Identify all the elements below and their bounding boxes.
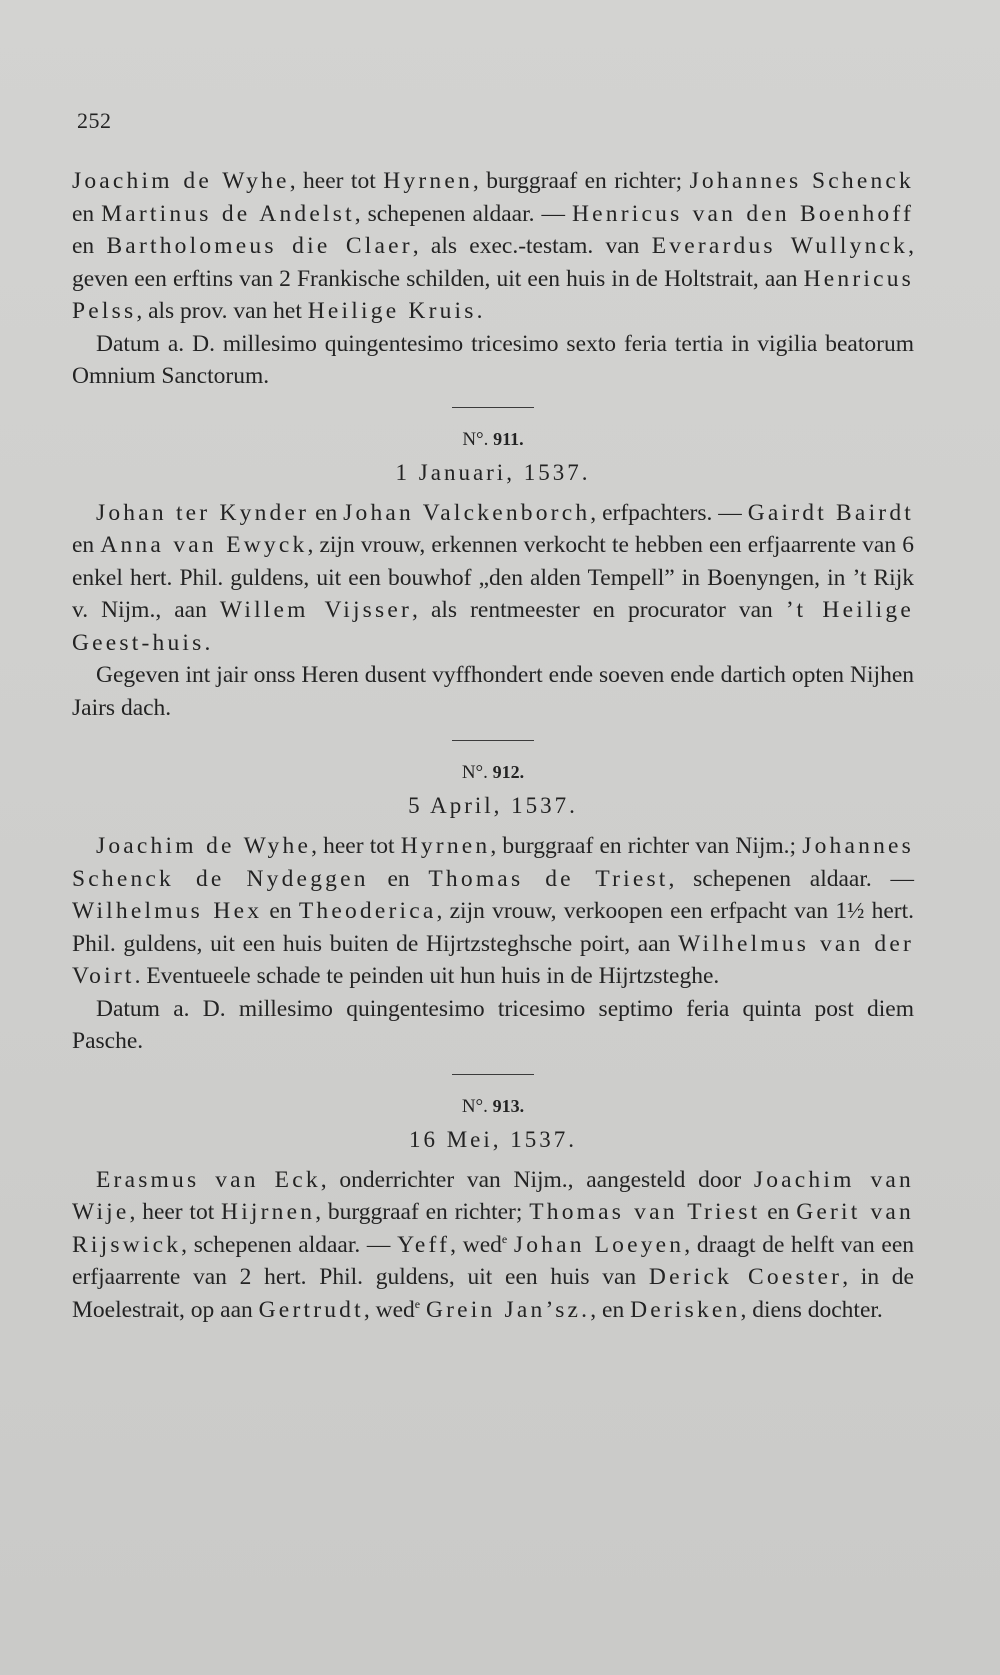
entry-number-value: 913. [492,1095,525,1116]
spaced-name: Henricus Pelss [72,265,914,324]
text-run: en [760,1199,797,1225]
spaced-name: Everardus Wullynck [651,233,909,259]
text-run: , erfpachters. — [590,499,748,526]
spaced-name: Gertrudt [258,1296,364,1323]
text-run: . Eventueele schade te peinden uit hun huis in de Hijrtzsteghe. [134,963,720,989]
spaced-name: Johannes Schenck de Nydeggen [72,833,915,892]
spaced-name: Willem Vijsser [219,597,413,623]
entry-body [72,1164,914,1327]
text-run: , draagt de helft van een erfjaarrente van 2 hert. Phil. guldens, uit een huis van [72,1231,915,1290]
spaced-name: Joachim de Wyhe [72,168,290,194]
page-number: 252 [77,108,112,133]
entry-dating: Datum a. D. millesimo quingentesimo tricesimo septimo feria quinta post diem Pasche. [72,995,914,1054]
spaced-name: Derisken [630,1296,741,1323]
text-run: en [368,865,429,892]
spaced-name: Gerit van Rijswick [72,1199,915,1258]
text-run: , zijn vrouw, erkennen verkocht te hebben een erfjaarrente van 6 enkel hert. Phil. guldens, uit een bouwhof „den alden Tempell” in Boenyngen, in ’t Rijk v. Nijm., aan [72,532,914,623]
entry-913 [72,1093,914,1327]
entry-dating: Datum a. D. millesimo quingentesimo tricesimo sexto feria tertia in vigilia beatorum Omnium Sanctorum. [72,330,914,389]
text-run: . [476,298,483,324]
spaced-name: Johan Loeyen [513,1231,685,1258]
entry-number-value: 912. [492,762,525,782]
text-run: en [72,233,107,259]
text-run: , zijn vrouw, verkoopen een erfpacht van 1 [436,898,848,924]
text-run: , heer tot [311,833,401,859]
text-run: , en [590,1296,631,1323]
spaced-name: Johan Valckenborch [343,499,591,526]
superscript: e [414,1296,421,1311]
entry-number-prefix: N°. [461,762,488,783]
text-run: hert. Phil. guldens, uit een huis buiten de Hijrtzsteghsche poirt, aan [72,898,915,957]
spaced-name: Gairdt Bairdt [747,499,915,526]
text-run: , wed [450,1231,502,1258]
text-run: , schepenen aldaar. — [181,1231,398,1258]
text-run: , schepenen aldaar. — [354,200,572,227]
fraction: ½ [847,898,865,923]
text-run: , burggraaf en richter van Nijm.; [490,833,803,859]
spaced-name: Henricus van den Boenhoff [571,200,914,227]
spaced-name: Anna van Ewyck [100,532,308,558]
section-divider [452,407,534,408]
section-divider [452,1074,534,1075]
spaced-name: Wilhelmus van der Voirt [72,930,914,989]
text-run: en [309,499,344,526]
text-run: en [262,898,299,924]
text-run: , onderrichter van Nijm., aangesteld door [320,1166,754,1193]
spaced-name: Thomas de Triest [428,865,669,892]
spaced-name: Joachim de Wyhe [96,833,312,859]
text-run: , diens dochter. [740,1296,883,1323]
entry-body [72,165,914,328]
spaced-name: Derick Coester [648,1264,843,1290]
text-run: , wed [363,1296,415,1323]
spaced-name: Wilhelmus Hex [72,898,263,924]
spaced-name: Theoderica [298,898,437,924]
entry-body [72,497,914,660]
text-run: . [204,629,211,656]
entry-number [72,1093,914,1120]
entry-dating: Gegeven int jair onss Heren dusent vyffhondert ende soeven ende dartich opten Nijhen Jairs dach. [72,662,914,721]
entry-number-prefix: N°. [461,1095,488,1117]
spaced-name: ’t Heilige Geest-huis [72,597,914,656]
spaced-name: Thomas van Triest [529,1199,761,1225]
page-content [72,165,914,1326]
spaced-name: Erasmus van Eck [96,1166,321,1193]
entry-body [72,830,914,993]
text-run: en [72,200,102,227]
text-run: en [72,532,101,558]
section-divider [452,740,534,741]
text-run: , burggraaf en richter; [472,168,690,194]
entry-number [72,759,914,786]
text-run: , geven een erftins van 2 Frankische schilden, uit een huis in de Holtstrait, aan [72,233,914,292]
spaced-name: Yeff [397,1231,451,1258]
entry-number [72,426,914,453]
text-run: , als prov. van het [136,298,308,324]
entry-date: 1 Januari, 1537. [395,459,591,485]
entry-previous [72,165,914,393]
entry-date: 16 Mei, 1537. [408,1126,578,1152]
text-run: , heer tot [129,1199,222,1225]
entry-911 [72,426,914,725]
text-run: , heer tot [289,168,384,194]
text-run: , schepenen aldaar. — [668,865,914,892]
spaced-name: Hijrnen [221,1199,316,1225]
spaced-name: Johannes Schenck [689,168,915,194]
text-run: , als rentmeester en procurator van [412,597,786,623]
text-run: , in de Moelestrait, op aan [72,1264,914,1323]
spaced-name: Martinus de Andelst [101,200,355,227]
spaced-name: Joachim van Wije [72,1166,914,1225]
superscript: e [501,1231,508,1246]
text-run [507,1232,514,1258]
spaced-name: Grein Jan’sz. [425,1296,591,1323]
spaced-name: Hyrnen [400,833,491,859]
text-run: , burggraaf en richter; [315,1199,530,1225]
entry-date: 5 April, 1537. [408,793,578,818]
text-run: , als exec.-testam. van [412,233,652,259]
entry-912 [72,759,914,1058]
spaced-name: Bartholomeus die Claer [106,233,413,259]
spaced-name: Hyrnen [383,168,473,194]
entry-number-prefix: N°. [462,428,489,450]
spaced-name: Johan ter Kynder [96,499,310,526]
spaced-name: Heilige Kruis [307,298,477,324]
entry-number-value: 911. [493,428,524,449]
